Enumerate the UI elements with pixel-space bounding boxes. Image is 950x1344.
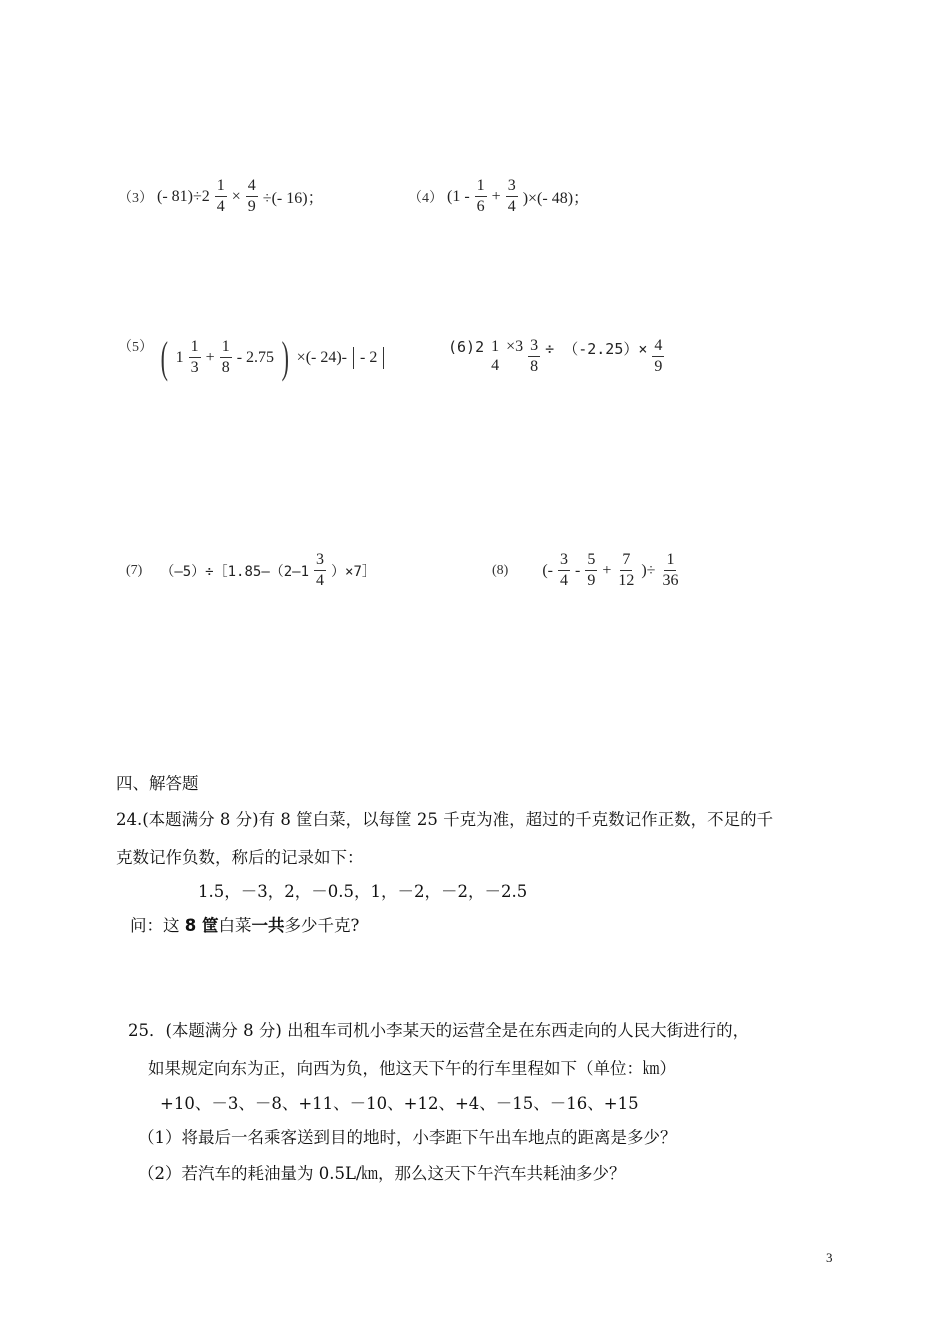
denominator: 4 bbox=[491, 357, 500, 375]
denominator: 12 bbox=[618, 571, 635, 589]
problem-8-mid: )÷ bbox=[641, 561, 656, 579]
numerator: 3 bbox=[528, 338, 540, 357]
problem-4-expr-start: (1 - bbox=[447, 187, 470, 205]
problem-4-expr-end: )×(- 48)； bbox=[522, 190, 590, 208]
problem-3 bbox=[118, 178, 324, 216]
numerator: 4 bbox=[652, 338, 664, 357]
numerator: 1 bbox=[215, 178, 227, 197]
numerator: 3 bbox=[506, 178, 518, 197]
q25-sub2: （2）若汽车的耗油量为 0.5L/㎞，那么这天下午汽车共耗油多少？ bbox=[138, 1164, 626, 1183]
denominator: 9 bbox=[654, 357, 663, 375]
operator: + bbox=[205, 349, 215, 366]
fraction bbox=[314, 552, 326, 590]
fraction bbox=[246, 178, 258, 216]
problem-6-tail: ÷ （-2.25）× bbox=[545, 340, 648, 358]
fraction bbox=[528, 338, 540, 376]
q24-question bbox=[130, 918, 359, 935]
fraction bbox=[215, 178, 227, 216]
q24-ask-a: 问：这 bbox=[130, 916, 185, 935]
problem-5-label: （5） bbox=[118, 340, 153, 355]
q24-line2: 克数记作负数，称后的记录如下： bbox=[116, 848, 364, 867]
problem-3-expr-end: ÷(- 16)； bbox=[262, 190, 324, 208]
numerator: 1 bbox=[491, 337, 500, 355]
problem-8 bbox=[492, 552, 681, 590]
q24-ask-d: 一共 bbox=[251, 916, 285, 935]
section-heading: 四、解答题 bbox=[116, 774, 199, 793]
page-number: 3 bbox=[826, 1250, 833, 1265]
operator: - bbox=[574, 561, 581, 579]
denominator: 4 bbox=[216, 197, 225, 215]
denominator: 4 bbox=[507, 197, 516, 215]
problem-6-label: (6)2 bbox=[448, 338, 485, 356]
fraction bbox=[475, 178, 487, 216]
problem-5-after: ×(- 24)- bbox=[296, 349, 348, 366]
numerator: 3 bbox=[314, 552, 326, 571]
denominator: 4 bbox=[316, 571, 325, 589]
problem-6 bbox=[448, 338, 665, 376]
denominator: 4 bbox=[559, 571, 568, 589]
problem-7-label: (7) bbox=[126, 562, 143, 578]
fraction bbox=[506, 178, 518, 216]
denominator: 3 bbox=[190, 359, 199, 376]
left-paren: ( bbox=[160, 333, 168, 382]
operator: + bbox=[491, 187, 501, 205]
denominator: 8 bbox=[530, 357, 539, 375]
fraction bbox=[652, 338, 664, 376]
problem-5-abs-value: - 2 bbox=[360, 349, 378, 366]
fraction bbox=[220, 339, 232, 377]
denominator: 9 bbox=[587, 571, 596, 589]
q25-line1: 25．(本题满分 8 分) 出租车司机小李某天的运营全是在东西走向的人民大街进行的， bbox=[128, 1021, 750, 1040]
problem-8-label: (8) bbox=[492, 562, 509, 578]
q24-ask-b: 8 筐 bbox=[184, 916, 219, 935]
operator: × bbox=[231, 187, 241, 205]
problem-7-expr-end: ）×7］ bbox=[331, 563, 376, 580]
q25-sub1: （1）将最后一名乘客送到目的地时，小李距下午出车地点的距离是多少？ bbox=[138, 1128, 677, 1147]
numerator: 7 bbox=[620, 552, 632, 571]
q24-line1: 24.(本题满分 8 分)有 8 筐白菜，以每筐 25 千克为准，超过的千克数记作正数，不足的千 bbox=[116, 810, 774, 829]
denominator: 8 bbox=[221, 359, 230, 376]
problem-3-label: （3） bbox=[118, 190, 153, 206]
problem-4-label: （4） bbox=[408, 190, 443, 206]
numerator: 4 bbox=[246, 178, 258, 197]
problem-7-expr-start: （—5）÷［1.85—（2—1 bbox=[160, 563, 310, 580]
q25-line2: 如果规定向东为正，向西为负，他这天下午的行车里程如下（单位：㎞） bbox=[148, 1059, 676, 1078]
problem-7 bbox=[126, 552, 376, 590]
numerator: 5 bbox=[585, 552, 597, 571]
numerator: 1 bbox=[220, 339, 232, 358]
numerator: 1 bbox=[664, 552, 676, 571]
q24-ask-c: 白菜 bbox=[218, 916, 252, 935]
numerator: 1 bbox=[475, 178, 487, 197]
q24-records: 1.5，－3，2，－0.5，1，－2，－2，－2.5 bbox=[198, 882, 528, 901]
fraction bbox=[585, 552, 597, 590]
abs-bar-left bbox=[353, 347, 354, 369]
q25-records: +10、－3、－8、+11、－10、+12、+4、－15、－16、+15 bbox=[160, 1094, 639, 1113]
denominator: 6 bbox=[476, 197, 485, 215]
fraction bbox=[616, 552, 636, 590]
numerator: 1 bbox=[189, 339, 201, 358]
q24-ask-e: 多少千克? bbox=[284, 916, 360, 935]
problem-5-whole: 1 bbox=[175, 349, 184, 366]
problem-5 bbox=[118, 333, 386, 382]
problem-6-mid: ×3 bbox=[506, 338, 524, 355]
fraction bbox=[558, 552, 570, 590]
abs-bar-right bbox=[383, 347, 384, 369]
problem-4 bbox=[408, 178, 589, 216]
fraction bbox=[489, 339, 501, 376]
problem-8-expr-start: (- bbox=[542, 561, 553, 579]
denominator: 36 bbox=[662, 571, 679, 589]
fraction bbox=[189, 339, 201, 377]
problem-5-mid: - 2.75 bbox=[236, 349, 275, 366]
right-paren: ) bbox=[281, 333, 290, 382]
problem-3-expr-start: (- 81)÷2 bbox=[157, 187, 210, 205]
fraction bbox=[660, 552, 680, 590]
operator: + bbox=[602, 561, 612, 579]
numerator: 3 bbox=[558, 552, 570, 571]
denominator: 9 bbox=[247, 197, 256, 215]
